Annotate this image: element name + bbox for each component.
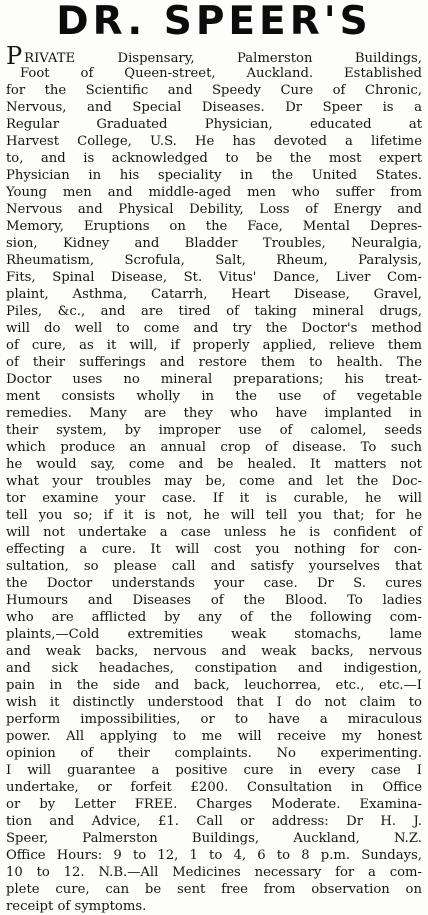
ad-line: Nervous, and Special Diseases. Dr Speer is a [6, 100, 422, 115]
ad-line: Nervous and Physical Debility, Loss of Energy and [6, 202, 422, 217]
ad-line: and weak backs, nervous and weak backs, nervous [6, 644, 422, 659]
ad-line: Harvest College, U.S. He has devoted a lifetime [6, 134, 422, 149]
ad-line: undertake, or forfeit £200. Consultation in Office [6, 780, 422, 795]
ad-line [6, 42, 422, 70]
ad-line: of cure, as it will, if properly applied, relieve them [6, 338, 422, 353]
ad-line: will not undertake a case unless he is confident of [6, 525, 422, 540]
ad-line: sion, Kidney and Bladder Troubles, Neuralgia, [6, 236, 422, 251]
ad-line: sultation, so please call and satisfy yourselves that [6, 559, 422, 574]
ad-line: wish it distinctly understood that I do not claim to [6, 695, 422, 710]
ad-line: who are afflicted by any of the following com- [6, 610, 422, 625]
ad-line: Physician in his speciality in the United States. [6, 168, 422, 183]
ad-line: or by Letter FREE. Charges Moderate. Examina- [6, 797, 422, 812]
ad-line: Rheumatism, Scrofula, Salt, Rheum, Paralysis, [6, 253, 422, 268]
ad-line: Memory, Eruptions on the Face, Mental Depres- [6, 219, 422, 234]
ad-line: power. All applying to me will receive my honest [6, 729, 422, 744]
ad-line: ment consists wholly in the use of vegetable [6, 389, 422, 404]
ad-line: which produce an annual crop of disease. To such [6, 440, 422, 455]
ad-line: of their sufferings and restore them to health. The [6, 355, 422, 370]
ad-line: their system, by improper use of calomel, seeds [6, 423, 422, 438]
ad-line: Foot of Queen-street, Auckland. Established [20, 66, 422, 81]
ad-line: effecting a cure. It will cost you nothing for con- [6, 542, 422, 557]
ad-line: plaints,—Cold extremities weak stomachs, lame [6, 627, 422, 642]
ad-line: perform impossibilities, or to have a miraculous [6, 712, 422, 727]
ad-line: what your troubles may be, come and let the Doc- [6, 474, 422, 489]
ad-line: Young men and middle-aged men who suffer from [6, 185, 422, 200]
ad-line: pain in the side and back, leuchorrea, etc., etc.—I [6, 678, 422, 693]
ad-line: plaint, Asthma, Catarrh, Heart Disease, Gravel, [6, 287, 422, 302]
ad-line: and sick headaches, constipation and indigestion, [6, 661, 422, 676]
headline: DR. SPEER'S [56, 0, 372, 44]
ad-body-text [6, 42, 422, 915]
ad-line: plete cure, can be sent free from observation on [6, 882, 422, 897]
ad-line: Humours and Diseases of the Blood. To ladies [6, 593, 422, 608]
drop-cap-letter: P [6, 42, 23, 70]
ad-line: the Doctor understands your case. Dr S. cures [6, 576, 422, 591]
ad-line: will do well to come and try the Doctor's method [6, 321, 422, 336]
ad-line: remedies. Many are they who have implanted in [6, 406, 422, 421]
ad-line: Regular Graduated Physician, educated at [6, 117, 422, 132]
ad-line: to, and is acknowledged to be the most expert [6, 151, 422, 166]
ad-line: tion and Advice, £1. Call or address: Dr H. J. [6, 814, 422, 829]
ad-line: tell you so; if it is not, he will tell you that; for he [6, 508, 422, 523]
ad-line: opinion of their complaints. No experimenting. [6, 746, 422, 761]
ad-line: Speer, Palmerston Buildings, Auckland, N.Z. [6, 831, 422, 846]
ad-line-text: RIVATE Dispensary, Palmerston Buildings, [24, 51, 422, 66]
ad-line: Doctor uses no mineral preparations; his treat- [6, 372, 422, 387]
ad-line: 10 to 12. N.B.—All Medicines necessary for a com- [6, 865, 422, 880]
ad-line: for the Scientific and Speedy Cure of Chronic, [6, 83, 422, 98]
ad-line: Office Hours: 9 to 12, 1 to 4, 6 to 8 p.m. Sundays, [6, 848, 422, 863]
ad-line: he would say, come and be healed. It matters not [6, 457, 422, 472]
ad-line: tor examine your case. If it is curable, he will [6, 491, 422, 506]
ad-line: Fits, Spinal Disease, St. Vitus' Dance, Liver Com- [6, 270, 422, 285]
ad-line: Piles, &c., and are tired of taking mineral drugs, [6, 304, 422, 319]
ad-line: receipt of symptoms. [6, 899, 147, 914]
ad-line: I will guarantee a positive cure in every case I [6, 763, 422, 778]
